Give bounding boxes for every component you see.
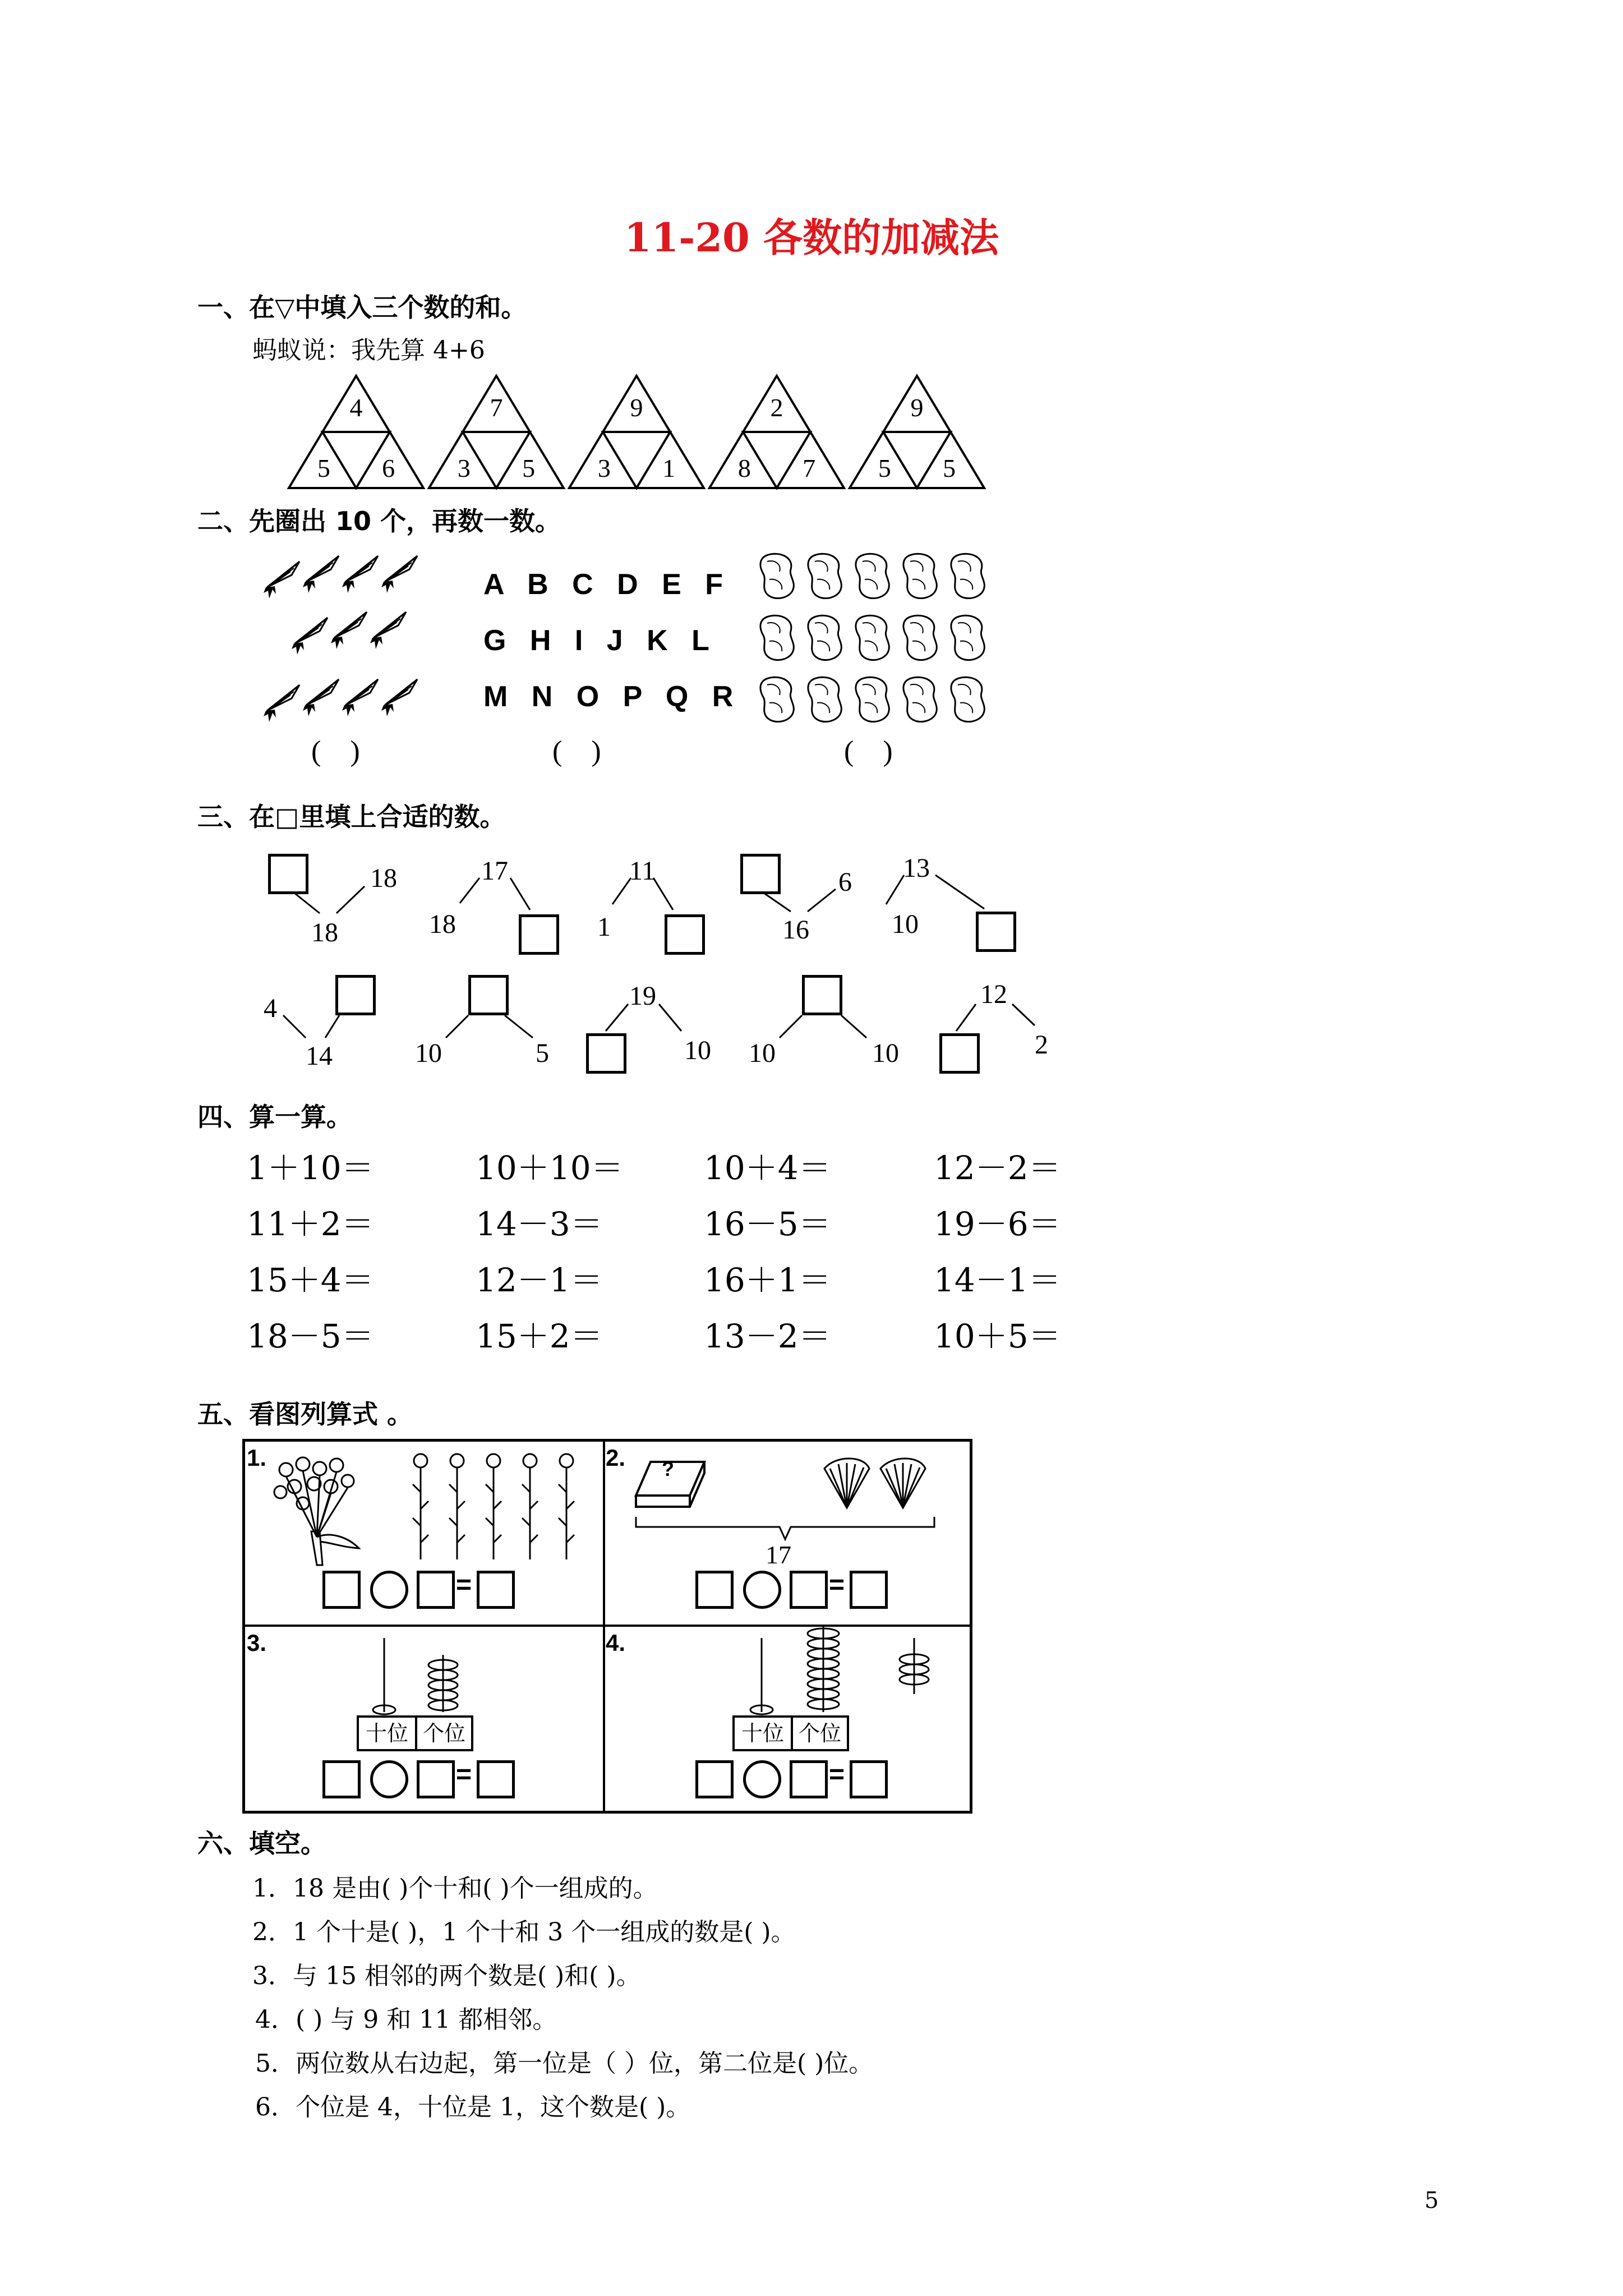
triangle-top-number: 9	[910, 393, 924, 422]
section-1-hint: 蚂蚁说：我先算 4+6	[252, 336, 485, 365]
calc-problem[interactable]: 12－2＝	[934, 1149, 1061, 1187]
section-1-heading: 一、在▽中填入三个数的和。	[197, 292, 527, 323]
answer-box[interactable]	[790, 1571, 828, 1609]
triangle-top-number: 4	[349, 393, 363, 422]
split-number: 12	[980, 979, 1007, 1009]
answer-box[interactable]	[695, 1760, 734, 1798]
calc-problem[interactable]: 14－3＝	[476, 1205, 603, 1243]
split-number: 1	[597, 912, 611, 942]
flower-stems-icon	[409, 1453, 600, 1565]
split-number: 5	[536, 1038, 549, 1068]
calc-problem[interactable]: 1＋10＝	[247, 1149, 374, 1187]
split-number: 13	[903, 853, 930, 883]
answer-box[interactable]	[335, 975, 376, 1015]
split-line	[659, 1004, 681, 1031]
ones-label: 个位	[422, 1721, 465, 1746]
answer-box[interactable]	[468, 975, 509, 1015]
calc-problem[interactable]: 16－5＝	[704, 1205, 831, 1243]
triangle-left-number: 5	[317, 454, 330, 482]
answer-box[interactable]	[976, 912, 1016, 952]
answer-box[interactable]	[477, 1571, 515, 1609]
unknown-mark: ?	[662, 1457, 674, 1480]
place-value-table-4	[732, 1715, 849, 1751]
fill-item-5: 5．两位数从右边起，第一位是（ ）位，第二位是( )位。	[255, 2049, 874, 2078]
split-number: 10	[415, 1038, 442, 1068]
cell-1-label: 1.	[247, 1444, 267, 1471]
number-split-lines	[0, 0, 1623, 1122]
calc-problem[interactable]: 16＋1＝	[704, 1261, 831, 1299]
tens-label: 十位	[359, 1718, 417, 1749]
split-line	[336, 886, 365, 913]
calc-problem[interactable]: 19－6＝	[934, 1205, 1061, 1243]
split-number: 10	[872, 1038, 899, 1068]
split-line	[764, 893, 791, 912]
triangle-right-number: 1	[662, 454, 676, 482]
page-title: 11-20 各数的加减法	[624, 214, 999, 261]
split-line	[283, 1015, 306, 1038]
triangle-right-number: 7	[803, 454, 816, 482]
triangle-left-number: 3	[597, 454, 611, 482]
answer-box[interactable]	[417, 1760, 455, 1798]
split-number: 10	[892, 909, 919, 939]
answer-box[interactable]	[417, 1571, 455, 1609]
fan-icon	[819, 1457, 931, 1519]
answer-box[interactable]	[939, 1033, 980, 1074]
calc-problem[interactable]: 15＋4＝	[247, 1261, 374, 1299]
triangle-right-number: 5	[522, 454, 536, 482]
split-line	[886, 875, 904, 904]
answer-paren-2[interactable]: ( )	[552, 735, 601, 767]
total-label: 17	[766, 1540, 791, 1569]
split-line	[956, 1004, 976, 1031]
answer-box[interactable]	[850, 1571, 888, 1609]
split-line	[780, 1015, 802, 1038]
answer-box[interactable]	[268, 854, 308, 894]
split-line	[606, 1004, 628, 1031]
fill-item-2: 2．1 个十是( )，1 个十和 3 个一组成的数是( )。	[252, 1918, 796, 1947]
answer-box[interactable]	[802, 975, 842, 1015]
triangle-left-number: 8	[737, 454, 751, 482]
operator-circle[interactable]	[370, 1760, 408, 1798]
triangle-top-number: 7	[490, 393, 503, 422]
operator-circle[interactable]	[743, 1760, 781, 1798]
flower-bouquet-icon	[264, 1453, 376, 1571]
tens-label: 十位	[735, 1718, 793, 1749]
calc-problem[interactable]: 10＋10＝	[476, 1149, 624, 1187]
fill-item-4: 4．( ) 与 9 和 11 都相邻。	[255, 2005, 557, 2034]
calc-problem[interactable]: 14－1＝	[934, 1261, 1061, 1299]
fill-item-1: 1．18 是由( )个十和( )个一组成的。	[252, 1874, 658, 1903]
equals-sign: =	[456, 1570, 472, 1600]
split-number: 4	[264, 993, 277, 1023]
split-number: 19	[629, 981, 656, 1011]
split-number: 16	[782, 915, 809, 945]
page-number: 5	[1424, 2188, 1439, 2214]
answer-paren-1[interactable]: ( )	[311, 735, 360, 767]
equals-sign: =	[829, 1760, 845, 1789]
letters-row-2: G H I J K L	[483, 624, 717, 657]
section-4-heading: 四、算一算。	[197, 1102, 352, 1132]
calc-problem[interactable]: 18－5＝	[247, 1317, 374, 1355]
operator-circle[interactable]	[743, 1571, 781, 1609]
calc-problem[interactable]: 11＋2＝	[247, 1205, 374, 1243]
calc-problem[interactable]: 13－2＝	[704, 1317, 831, 1355]
answer-box[interactable]	[586, 1033, 626, 1074]
answer-box[interactable]	[740, 854, 781, 894]
split-line	[325, 1015, 339, 1038]
cell-2-label: 2.	[606, 1444, 626, 1471]
place-value-table-3	[357, 1715, 473, 1751]
split-number: 18	[370, 863, 397, 893]
letters-row-3: M N O P Q R	[483, 680, 741, 713]
triangle-top-number: 9	[630, 393, 643, 422]
fill-item-3: 3．与 15 相邻的两个数是( )和( )。	[252, 1962, 641, 1990]
split-number: 18	[311, 918, 338, 947]
calc-problem[interactable]: 10＋4＝	[704, 1149, 831, 1187]
answer-box[interactable]	[850, 1760, 888, 1798]
calc-problem[interactable]: 12－1＝	[476, 1261, 603, 1299]
split-line	[653, 878, 673, 910]
answer-box[interactable]	[695, 1571, 734, 1609]
split-line	[808, 889, 836, 912]
cell-4-label: 4.	[606, 1630, 626, 1656]
split-number: 17	[481, 856, 508, 886]
split-line	[841, 1015, 866, 1038]
triangle-left-number: 3	[457, 454, 471, 482]
fill-item-6: 6．个位是 4，十位是 1，这个数是( )。	[255, 2093, 691, 2122]
letters-row-1: A B C D E F	[483, 568, 731, 601]
answer-box[interactable]	[790, 1760, 828, 1798]
calc-problem[interactable]: 15＋2＝	[476, 1317, 603, 1355]
answer-box[interactable]	[477, 1760, 515, 1798]
equals-sign: =	[456, 1760, 472, 1789]
split-line	[446, 1015, 468, 1038]
split-number: 14	[306, 1041, 333, 1071]
equals-sign: =	[829, 1570, 845, 1600]
split-number: 2	[1035, 1030, 1048, 1060]
triangle-right-number: 6	[382, 454, 395, 482]
answer-box[interactable]	[665, 914, 705, 955]
split-number: 11	[629, 856, 656, 886]
split-number: 10	[684, 1036, 711, 1065]
cell-3-label: 3.	[247, 1630, 267, 1656]
split-line	[612, 878, 631, 904]
split-number: 18	[429, 909, 456, 939]
split-line	[505, 1015, 533, 1038]
answer-box[interactable]	[519, 914, 559, 955]
answer-paren-3[interactable]: ( )	[844, 735, 893, 767]
split-line	[460, 878, 479, 903]
split-line	[1012, 1004, 1035, 1025]
split-number: 6	[838, 867, 852, 897]
triangle-left-number: 5	[878, 454, 891, 482]
answer-box[interactable]	[322, 1760, 361, 1798]
split-line	[510, 878, 530, 910]
calc-problem[interactable]: 10＋5＝	[934, 1317, 1061, 1355]
split-number: 10	[749, 1038, 776, 1068]
triangle-top-number: 2	[770, 393, 783, 422]
section-3-heading: 三、在□里填上合适的数。	[197, 802, 506, 832]
section-5-heading: 五、看图列算式 。	[197, 1399, 413, 1429]
triangle-right-number: 5	[943, 454, 956, 482]
operator-circle[interactable]	[370, 1571, 408, 1609]
answer-box[interactable]	[322, 1571, 361, 1609]
section-2-heading: 二、先圈出 10 个，再数一数。	[197, 506, 561, 536]
split-line	[294, 893, 320, 913]
ones-label: 个位	[798, 1721, 841, 1746]
section-6-heading: 六、填空。	[197, 1828, 326, 1858]
split-line	[935, 875, 984, 909]
